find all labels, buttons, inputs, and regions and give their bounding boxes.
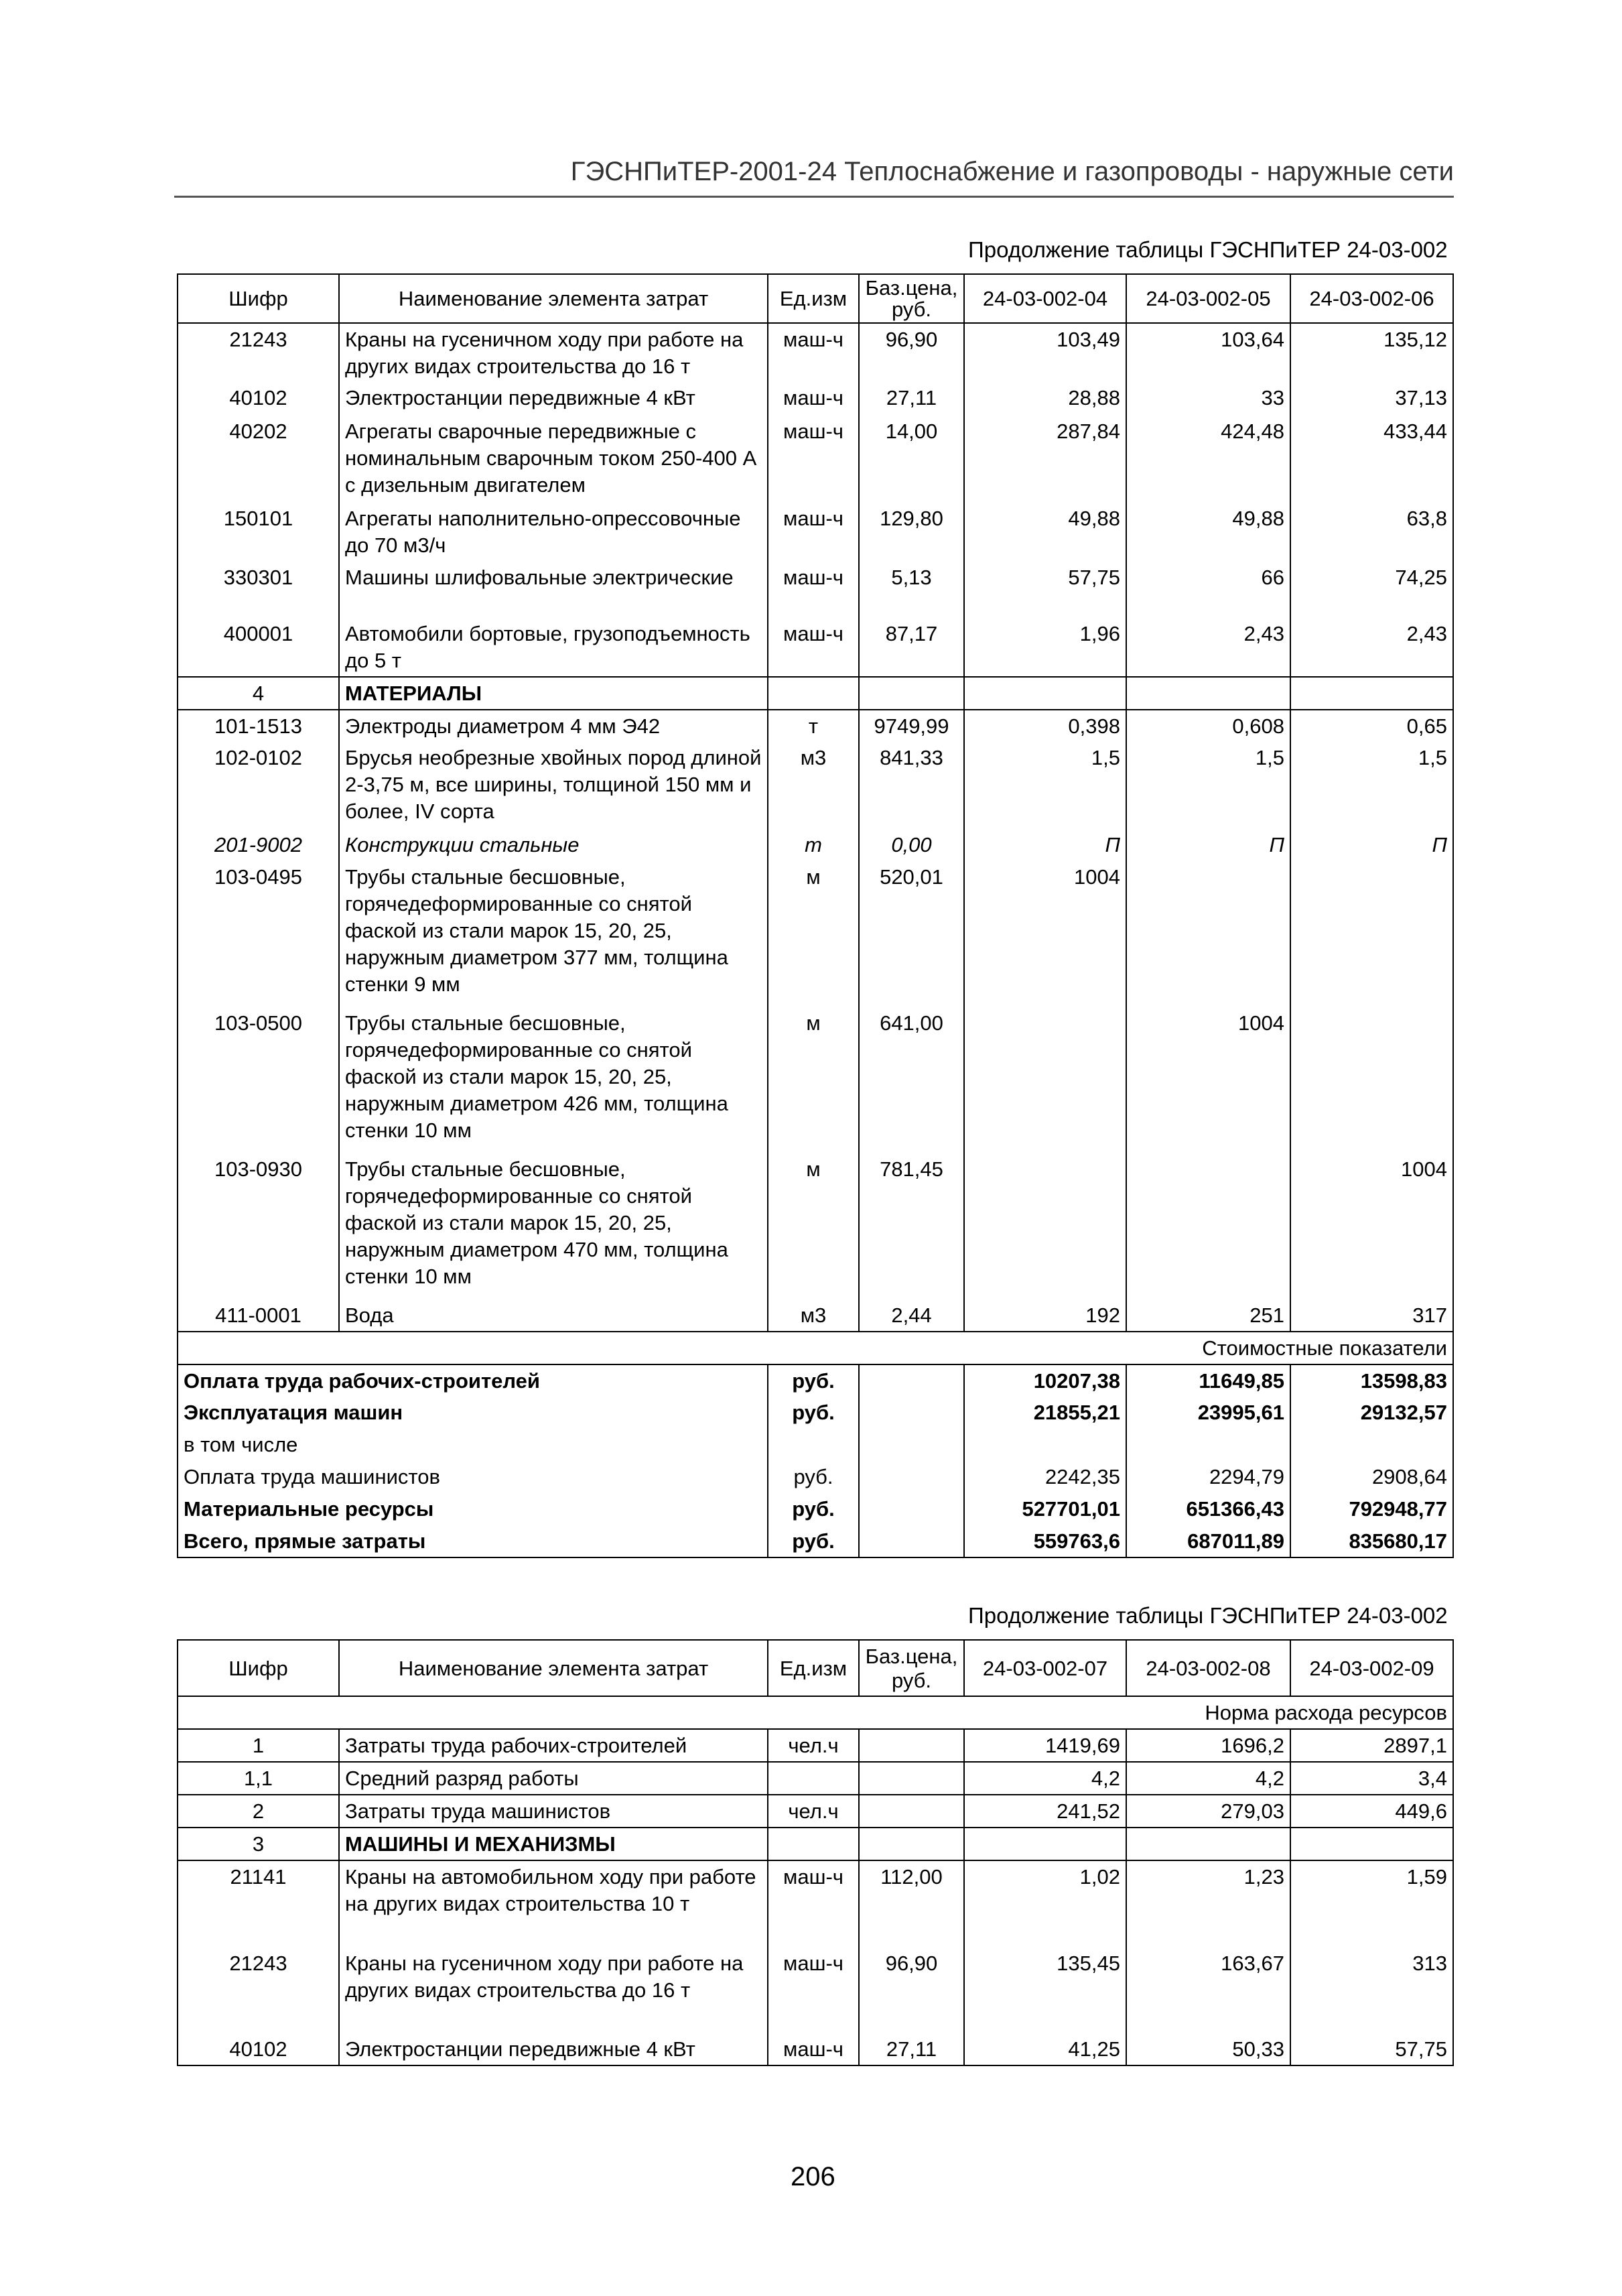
row-price: 9749,99: [859, 710, 964, 742]
row-price: [859, 677, 964, 710]
table2-caption: Продолжение таблицы ГЭСНПиТЕР 24-03-002: [968, 1603, 1448, 1628]
row-value-3: 1,59: [1290, 1860, 1453, 1948]
row-value-3: 317: [1290, 1299, 1453, 1332]
row-name: Машины шлифовальные электрические: [339, 562, 768, 618]
row-price: 841,33: [859, 742, 964, 829]
col-header-price: Баз.цена, руб.: [859, 1640, 964, 1696]
cost-value-2: 11649,85: [1126, 1364, 1290, 1397]
row-name: МАШИНЫ И МЕХАНИЗМЫ: [339, 1828, 768, 1860]
row-value-1: 103,49: [964, 323, 1126, 382]
row-code: 101-1513: [178, 710, 339, 742]
row-name: Трубы стальные бесшовные, горячедеформированные со снятой фаской из стали марок 15, 20, 25, наружным диаметром 426 мм, толщина стенки 10 мм: [339, 1007, 768, 1153]
cost-value-3: 29132,57: [1290, 1397, 1453, 1429]
table-row: [178, 1860, 1453, 1948]
row-name: МАТЕРИАЛЫ: [339, 677, 768, 710]
row-unit: маш-ч: [768, 503, 859, 562]
row-value-1: 4,2: [964, 1762, 1126, 1795]
row-value-3: П: [1290, 829, 1453, 861]
table-row: [178, 710, 1453, 742]
row-value-2: 49,88: [1126, 503, 1290, 562]
cost-value-3: 835680,17: [1290, 1525, 1453, 1557]
col-header-norm-2: 24-03-002-08: [1126, 1640, 1290, 1696]
col-header-norm-3: 24-03-002-06: [1290, 274, 1453, 323]
row-name: Электростанции передвижные 4 кВт: [339, 2033, 768, 2065]
row-code: 103-0930: [178, 1153, 339, 1299]
row-value-3: 74,25: [1290, 562, 1453, 618]
row-code: 103-0495: [178, 861, 339, 1007]
row-price: 0,00: [859, 829, 964, 861]
col-header-name: Наименование элемента затрат: [339, 274, 768, 323]
row-value-1: [964, 1007, 1126, 1153]
row-name: Трубы стальные бесшовные, горячедеформированные со снятой фаской из стали марок 15, 20, 25, наружным диаметром 377 мм, толщина стенки 9 мм: [339, 861, 768, 1007]
table-section-row: [178, 1332, 1453, 1364]
table-row: [178, 1299, 1453, 1332]
row-unit: чел.ч: [768, 1795, 859, 1828]
table-row: [178, 1762, 1453, 1795]
table-section-row: [178, 677, 1453, 710]
row-name: Электростанции передвижные 4 кВт: [339, 382, 768, 416]
table-row: [178, 2033, 1453, 2065]
cost-value-2: [1126, 1429, 1290, 1461]
cost-value-1: 527701,01: [964, 1493, 1126, 1525]
table1: [177, 273, 1454, 1558]
cost-price: [859, 1364, 964, 1397]
table-row: [178, 562, 1453, 618]
table-section-row: [178, 1696, 1453, 1729]
table-section-row: [178, 1828, 1453, 1860]
table-row: [178, 1795, 1453, 1828]
cost-name: Эксплуатация машин: [178, 1397, 768, 1429]
row-value-3: 57,75: [1290, 2033, 1453, 2065]
row-value-1: 192: [964, 1299, 1126, 1332]
row-price: 96,90: [859, 323, 964, 382]
cost-value-3: [1290, 1429, 1453, 1461]
cost-name: в том числе: [178, 1429, 768, 1461]
row-value-3: [1290, 1007, 1453, 1153]
table2: [177, 1639, 1454, 2066]
row-code: 103-0500: [178, 1007, 339, 1153]
row-code: 40102: [178, 2033, 339, 2065]
cost-unit: руб.: [768, 1364, 859, 1397]
row-name: Электроды диаметром 4 мм Э42: [339, 710, 768, 742]
row-name: Автомобили бортовые, грузоподъемность до 5 т: [339, 618, 768, 677]
row-value-1: 0,398: [964, 710, 1126, 742]
row-price: 5,13: [859, 562, 964, 618]
cost-row: [178, 1397, 1453, 1429]
row-code: 411-0001: [178, 1299, 339, 1332]
row-price: 96,90: [859, 1948, 964, 2033]
cost-value-1: 559763,6: [964, 1525, 1126, 1557]
row-value-2: 1,23: [1126, 1860, 1290, 1948]
row-name: Краны на гусеничном ходу при работе на других видах строительства до 16 т: [339, 323, 768, 382]
row-value-2: [1126, 677, 1290, 710]
table-row: [178, 416, 1453, 503]
cost-name: Оплата труда рабочих-строителей: [178, 1364, 768, 1397]
row-code: 4: [178, 677, 339, 710]
cost-row: [178, 1461, 1453, 1493]
table-row: [178, 1007, 1453, 1153]
cost-unit: [768, 1429, 859, 1461]
cost-price: [859, 1493, 964, 1525]
table-row: [178, 382, 1453, 416]
row-value-3: 3,4: [1290, 1762, 1453, 1795]
col-header-name: Наименование элемента затрат: [339, 1640, 768, 1696]
row-value-1: 1,96: [964, 618, 1126, 677]
cost-value-1: 2242,35: [964, 1461, 1126, 1493]
row-price: 87,17: [859, 618, 964, 677]
row-value-2: 4,2: [1126, 1762, 1290, 1795]
row-value-3: 37,13: [1290, 382, 1453, 416]
row-code: 150101: [178, 503, 339, 562]
row-name: Краны на автомобильном ходу при работе на других видах строительства 10 т: [339, 1860, 768, 1948]
row-unit: м: [768, 1007, 859, 1153]
row-code: 21141: [178, 1860, 339, 1948]
row-unit: м: [768, 1153, 859, 1299]
row-value-1: 135,45: [964, 1948, 1126, 2033]
col-header-code: Шифр: [178, 1640, 339, 1696]
row-price: [859, 1729, 964, 1762]
section-label: Стоимостные показатели: [178, 1332, 1453, 1364]
row-code: 400001: [178, 618, 339, 677]
row-value-2: 251: [1126, 1299, 1290, 1332]
page-number: 206: [791, 2162, 835, 2191]
row-price: [859, 1762, 964, 1795]
row-unit: маш-ч: [768, 416, 859, 503]
row-value-2: 66: [1126, 562, 1290, 618]
row-value-3: 449,6: [1290, 1795, 1453, 1828]
table-row: [178, 1153, 1453, 1299]
cost-price: [859, 1429, 964, 1461]
row-value-1: 57,75: [964, 562, 1126, 618]
row-value-2: 1696,2: [1126, 1729, 1290, 1762]
row-price: 641,00: [859, 1007, 964, 1153]
row-price: 520,01: [859, 861, 964, 1007]
cost-unit: руб.: [768, 1397, 859, 1429]
row-value-1: [964, 677, 1126, 710]
row-value-3: 1004: [1290, 1153, 1453, 1299]
row-name: Агрегаты наполнительно-опрессовочные до 70 м3/ч: [339, 503, 768, 562]
row-price: [859, 1795, 964, 1828]
row-value-1: 1004: [964, 861, 1126, 1007]
row-price: 781,45: [859, 1153, 964, 1299]
cost-value-1: 21855,21: [964, 1397, 1126, 1429]
row-value-3: [1290, 677, 1453, 710]
row-value-2: П: [1126, 829, 1290, 861]
table-row: [178, 829, 1453, 861]
row-unit: м3: [768, 742, 859, 829]
row-name: Брусья необрезные хвойных пород длиной 2-3,75 м, все ширины, толщиной 150 мм и более, IV сорта: [339, 742, 768, 829]
row-code: 330301: [178, 562, 339, 618]
table-row: [178, 1729, 1453, 1762]
row-code: 40102: [178, 382, 339, 416]
row-value-3: 135,12: [1290, 323, 1453, 382]
row-unit: маш-ч: [768, 1860, 859, 1948]
row-value-1: 1,5: [964, 742, 1126, 829]
row-value-2: 1,5: [1126, 742, 1290, 829]
cost-value-1: 10207,38: [964, 1364, 1126, 1397]
row-value-2: 0,608: [1126, 710, 1290, 742]
cost-row: [178, 1493, 1453, 1525]
cost-value-2: 2294,79: [1126, 1461, 1290, 1493]
row-code: 201-9002: [178, 829, 339, 861]
col-header-norm-1: 24-03-002-04: [964, 274, 1126, 323]
row-value-3: 0,65: [1290, 710, 1453, 742]
row-value-2: 1004: [1126, 1007, 1290, 1153]
row-value-3: [1290, 861, 1453, 1007]
row-value-3: [1290, 1828, 1453, 1860]
cost-value-2: 23995,61: [1126, 1397, 1290, 1429]
row-unit: маш-ч: [768, 2033, 859, 2065]
row-unit: м: [768, 861, 859, 1007]
row-code: 102-0102: [178, 742, 339, 829]
row-code: 40202: [178, 416, 339, 503]
row-value-2: 103,64: [1126, 323, 1290, 382]
row-value-1: [964, 1828, 1126, 1860]
cost-value-2: 651366,43: [1126, 1493, 1290, 1525]
row-name: Краны на гусеничном ходу при работе на других видах строительства до 16 т: [339, 1948, 768, 2033]
col-header-norm-1: 24-03-002-07: [964, 1640, 1126, 1696]
cost-value-1: [964, 1429, 1126, 1461]
row-value-1: 1419,69: [964, 1729, 1126, 1762]
cost-value-3: 2908,64: [1290, 1461, 1453, 1493]
cost-value-3: 792948,77: [1290, 1493, 1453, 1525]
row-value-3: 433,44: [1290, 416, 1453, 503]
page-header: [174, 154, 1454, 198]
col-header-norm-3: 24-03-002-09: [1290, 1640, 1453, 1696]
row-unit: [768, 677, 859, 710]
table-row: [178, 742, 1453, 829]
row-value-1: 41,25: [964, 2033, 1126, 2065]
row-code: 1,1: [178, 1762, 339, 1795]
table-row: [178, 861, 1453, 1007]
row-price: 112,00: [859, 1860, 964, 1948]
row-unit: [768, 1828, 859, 1860]
row-value-2: 163,67: [1126, 1948, 1290, 2033]
row-value-1: 49,88: [964, 503, 1126, 562]
row-unit: [768, 1762, 859, 1795]
row-value-2: [1126, 861, 1290, 1007]
row-name: Вода: [339, 1299, 768, 1332]
row-value-2: 50,33: [1126, 2033, 1290, 2065]
row-price: 129,80: [859, 503, 964, 562]
table-row: [178, 1948, 1453, 2033]
row-value-3: 2,43: [1290, 618, 1453, 677]
row-value-1: [964, 1153, 1126, 1299]
row-price: 14,00: [859, 416, 964, 503]
cost-unit: руб.: [768, 1525, 859, 1557]
cost-name: Материальные ресурсы: [178, 1493, 768, 1525]
cost-name: Оплата труда машинистов: [178, 1461, 768, 1493]
row-value-1: 241,52: [964, 1795, 1126, 1828]
cost-row: [178, 1364, 1453, 1397]
cost-value-2: 687011,89: [1126, 1525, 1290, 1557]
row-name: Агрегаты сварочные передвижные с номинальным сварочным током 250-400 А с дизельным двигателем: [339, 416, 768, 503]
row-code: 2: [178, 1795, 339, 1828]
row-value-1: 287,84: [964, 416, 1126, 503]
row-value-2: 2,43: [1126, 618, 1290, 677]
header-title: ГЭСНПиТЕР-2001-24 Теплоснабжение и газопроводы - наружные сети: [570, 157, 1454, 186]
row-name: Затраты труда машинистов: [339, 1795, 768, 1828]
section-label: Норма расхода ресурсов: [178, 1696, 1453, 1729]
row-unit: т: [768, 710, 859, 742]
row-unit: маш-ч: [768, 618, 859, 677]
cost-row: [178, 1525, 1453, 1557]
row-code: 3: [178, 1828, 339, 1860]
row-value-2: [1126, 1153, 1290, 1299]
row-price: 27,11: [859, 2033, 964, 2065]
row-value-3: 1,5: [1290, 742, 1453, 829]
cost-value-3: 13598,83: [1290, 1364, 1453, 1397]
row-value-1: 28,88: [964, 382, 1126, 416]
col-header-code: Шифр: [178, 274, 339, 323]
row-price: [859, 1828, 964, 1860]
row-code: 21243: [178, 1948, 339, 2033]
row-value-1: 1,02: [964, 1860, 1126, 1948]
row-value-2: 33: [1126, 382, 1290, 416]
row-unit: м3: [768, 1299, 859, 1332]
row-price: 2,44: [859, 1299, 964, 1332]
row-unit: маш-ч: [768, 382, 859, 416]
cost-unit: руб.: [768, 1493, 859, 1525]
row-value-2: 424,48: [1126, 416, 1290, 503]
table-row: [178, 503, 1453, 562]
col-header-norm-2: 24-03-002-05: [1126, 274, 1290, 323]
cost-name: Всего, прямые затраты: [178, 1525, 768, 1557]
row-value-3: 2897,1: [1290, 1729, 1453, 1762]
row-price: 27,11: [859, 382, 964, 416]
col-header-unit: Ед.изм: [768, 1640, 859, 1696]
row-unit: маш-ч: [768, 562, 859, 618]
row-name: Трубы стальные бесшовные, горячедеформированные со снятой фаской из стали марок 15, 20, 25, наружным диаметром 470 мм, толщина стенки 10 мм: [339, 1153, 768, 1299]
cost-row: [178, 1429, 1453, 1461]
row-name: Конструкции стальные: [339, 829, 768, 861]
row-value-1: П: [964, 829, 1126, 861]
row-code: 21243: [178, 323, 339, 382]
row-value-2: 279,03: [1126, 1795, 1290, 1828]
row-value-3: 313: [1290, 1948, 1453, 2033]
col-header-price: Баз.цена, руб.: [859, 274, 964, 323]
cost-price: [859, 1397, 964, 1429]
cost-price: [859, 1525, 964, 1557]
row-value-2: [1126, 1828, 1290, 1860]
row-name: Средний разряд работы: [339, 1762, 768, 1795]
cost-price: [859, 1461, 964, 1493]
table-row: [178, 323, 1453, 382]
row-value-3: 63,8: [1290, 503, 1453, 562]
row-unit: маш-ч: [768, 1948, 859, 2033]
col-header-unit: Ед.изм: [768, 274, 859, 323]
table1-caption: Продолжение таблицы ГЭСНПиТЕР 24-03-002: [968, 237, 1448, 262]
row-unit: маш-ч: [768, 323, 859, 382]
row-unit: чел.ч: [768, 1729, 859, 1762]
row-unit: т: [768, 829, 859, 861]
row-code: 1: [178, 1729, 339, 1762]
row-name: Затраты труда рабочих-строителей: [339, 1729, 768, 1762]
cost-unit: руб.: [768, 1461, 859, 1493]
table-row: [178, 618, 1453, 677]
